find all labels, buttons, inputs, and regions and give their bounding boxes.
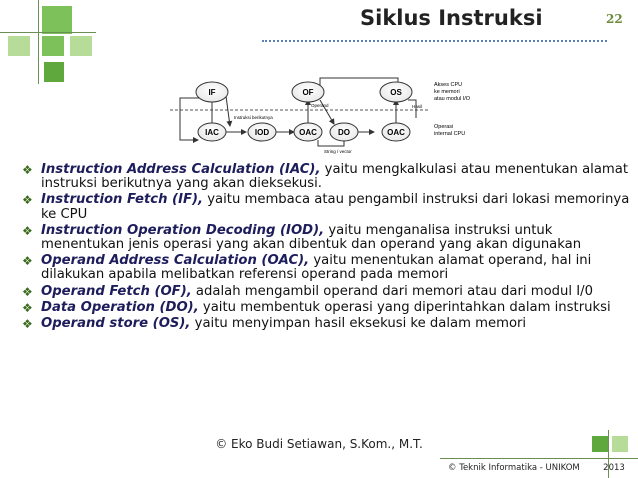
label-next-instruction: Instruksi berikutnya (234, 115, 273, 120)
label-result: Hasil (412, 104, 423, 109)
svg-text:OAC: OAC (387, 128, 405, 137)
diagram-node-of (292, 82, 324, 102)
label-internal-op-1: Operasi (434, 124, 454, 130)
svg-text:DO: DO (338, 128, 350, 137)
year-label: 2013 (603, 463, 625, 473)
decor-square (70, 36, 92, 56)
label-cpu-access-1: Akses CPU (434, 82, 463, 88)
decor-line (440, 458, 638, 459)
institution-label: © Teknik Informatika - UNIKOM (448, 463, 580, 473)
diagram-node-do (330, 123, 358, 141)
svg-text:OS: OS (390, 88, 402, 97)
instruction-cycle-diagram (168, 74, 484, 156)
label-string-vector: String / vector (324, 149, 352, 154)
list-item: ❖ Instruction Operation Decoding (IOD), yaitu menganalisa instruksi untuk menentukan jenis operasi yang akan dibentuk dan operand yang akan digunakan (22, 222, 582, 253)
title-underline (262, 40, 607, 42)
decor-square (42, 36, 64, 56)
page-title: Siklus Instruksi (360, 6, 543, 30)
svg-text:OF: OF (302, 88, 314, 97)
list-item: ❖ Instruction Address Calculation (IAC), yaitu mengkalkulasi atau menentukan alamat instruksi berikutnya yang akan dieksekusi. (22, 162, 629, 192)
definition-list (22, 163, 634, 333)
page-number: 22 (606, 12, 623, 26)
footer-bar (448, 463, 625, 473)
decor-square (44, 62, 64, 82)
decor-line (0, 32, 96, 33)
list-item: ❖ Operand Address Calculation (OAC), yaitu menentukan alamat operand, hal ini dilakukan apabila melibatkan referensi operand pada memori (22, 253, 592, 283)
list-item: ❖ Instruction Fetch (IF), yaitu membaca atau pengambil instruksi dari lokasi memorinya ke CPU (22, 192, 630, 222)
diamond-bullet-icon: ❖ (22, 223, 33, 238)
diagram-node-iac (198, 123, 226, 141)
diagram-node-oac-2 (382, 123, 410, 141)
svg-text:IF: IF (208, 88, 216, 97)
decor-line (38, 0, 39, 84)
diamond-bullet-icon: ❖ (22, 254, 33, 269)
decor-square (42, 6, 72, 34)
label-cpu-access-3: atau modul I/O (434, 96, 471, 102)
decor-square (8, 36, 30, 56)
label-cpu-access-2: ke memori (434, 89, 460, 95)
diamond-bullet-icon: ❖ (22, 300, 33, 315)
diamond-bullet-icon: ❖ (22, 317, 33, 332)
diamond-bullet-icon: ❖ (22, 193, 33, 208)
diagram-node-oac (294, 123, 322, 141)
diagram-node-if (196, 82, 228, 102)
list-item: ❖ Operand store (OS), yaitu menyimpan hasil eksekusi ke dalam memori (22, 316, 527, 332)
diagram-node-iod (248, 123, 276, 141)
label-internal-op-2: internal CPU (434, 131, 466, 137)
diamond-bullet-icon: ❖ (22, 284, 33, 299)
list-item: ❖ Data Operation (DO), yaitu membentuk operasi yang diperintahkan dalam instruksi (22, 299, 611, 315)
author-credit: © Eko Budi Setiawan, S.Kom., M.T. (215, 437, 423, 451)
svg-text:IAC: IAC (205, 128, 219, 137)
label-operand: Operand (311, 103, 329, 108)
diamond-bullet-icon: ❖ (22, 163, 33, 177)
list-item: ❖ Operand Fetch (OF), adalah mengambil operand dari memori atau dari modul I/0 (22, 283, 593, 299)
diagram-node-os (380, 82, 412, 102)
svg-text:OAC: OAC (299, 128, 317, 137)
svg-text:IOD: IOD (254, 128, 270, 137)
